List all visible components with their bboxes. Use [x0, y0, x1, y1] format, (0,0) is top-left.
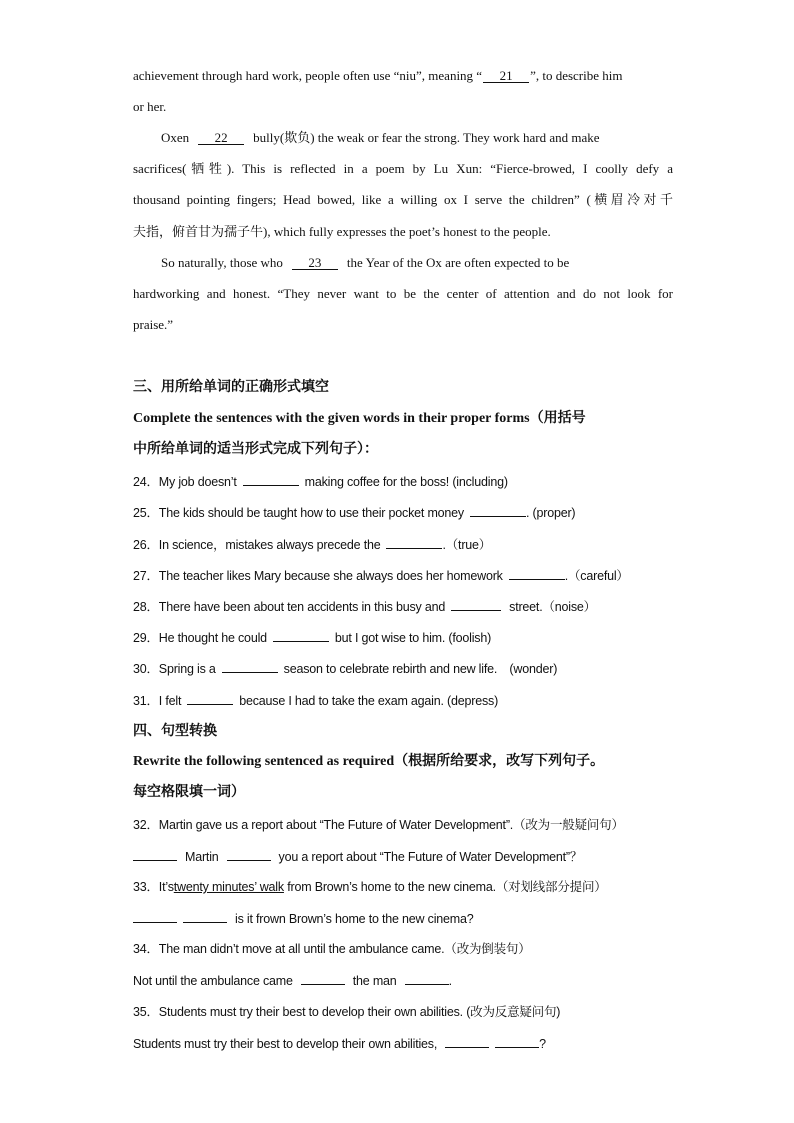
question-24: 24．My job doesn’t making coffee for the boss! (including)	[133, 472, 673, 491]
answer-blank-33a[interactable]	[133, 909, 177, 923]
answer-blank-27[interactable]	[509, 566, 565, 580]
question-35: 35．Students must try their best to develop their own abilities. (改为反意疑问句)	[133, 1005, 561, 1019]
question-35-answer: Students must try their best to develop their own abilities, ?	[133, 1034, 673, 1053]
answer-blank-31[interactable]	[187, 691, 233, 705]
answer-blank-34b[interactable]	[405, 971, 449, 985]
section-4-instruction-2: 每空格限填一词）	[133, 785, 245, 800]
section-4-instruction-1: Rewrite the following sentenced as required（根据所给要求，改写下列句子。	[133, 754, 605, 769]
section-3-title: 三、用所给单词的正确形式填空	[133, 379, 329, 395]
passage-line-9: praise.”	[133, 317, 174, 332]
answer-blank-26[interactable]	[386, 535, 442, 549]
section-3-instruction-2: 中所给单词的适当形式完成下列句子）：	[133, 442, 378, 457]
question-25: 25．The kids should be taught how to use their pocket money . (proper)	[133, 503, 673, 522]
question-30: 30．Spring is a season to celebrate rebirth and new life. (wonder)	[133, 659, 673, 678]
question-31: 31．I felt because I had to take the exam again. (depress)	[133, 691, 673, 710]
question-33: 33．It’stwenty minutes’ walk from Brown’s home to the new cinema.（对划线部分提问）	[133, 880, 607, 894]
passage-line-1: achievement through hard work, people often use “niu”, meaning “ 21 ”, to describe him	[133, 68, 623, 83]
question-26: 26．In science，mistakes always precede the .（true）	[133, 535, 673, 554]
answer-blank-24[interactable]	[243, 472, 299, 486]
passage-line-4: sacrifices(牺牲). This is reflected in a poem by Lu Xun: “Fierce-browed, I coolly defy a	[133, 161, 673, 176]
question-34-answer: Not until the ambulance came the man .	[133, 971, 673, 990]
question-33-answer: is it frown Brown’s home to the new cinema?	[133, 909, 673, 928]
passage-line-8: hardworking and honest. “They never want to be the center of attention and do not look for	[133, 286, 673, 301]
answer-blank-28[interactable]	[451, 597, 501, 611]
question-32-answer: Martin you a report about “The Future of Water Development”？	[133, 847, 673, 866]
section-3-instruction-1: Complete the sentences with the given words in their proper forms（用括号	[133, 411, 586, 426]
answer-blank-32b[interactable]	[227, 847, 271, 861]
section-4-title: 四、句型转换	[133, 723, 217, 739]
passage-line-6: 夫指，俯首甘为孺子牛), which fully expresses the poet’s honest to the people.	[133, 224, 551, 239]
passage-line-3: Oxen 22 bully(欺负) the weak or fear the strong. They work hard and make	[161, 130, 600, 145]
answer-blank-35b[interactable]	[495, 1034, 539, 1048]
answer-blank-35a[interactable]	[445, 1034, 489, 1048]
answer-blank-29[interactable]	[273, 628, 329, 642]
blank-22[interactable]: 22	[198, 131, 244, 145]
passage-line-7: So naturally, those who 23 the Year of the Ox are often expected to be	[161, 255, 570, 270]
answer-blank-25[interactable]	[470, 503, 526, 517]
answer-blank-32a[interactable]	[133, 847, 177, 861]
passage-line-5: thousand pointing fingers; Head bowed, like a willing ox I serve the children” (横眉冷对千	[133, 192, 673, 207]
question-34: 34．The man didn’t move at all until the ambulance came.（改为倒装句）	[133, 942, 531, 956]
answer-blank-33b[interactable]	[183, 909, 227, 923]
question-27: 27．The teacher likes Mary because she always does her homework .（careful）	[133, 566, 673, 585]
question-28: 28．There have been about ten accidents in this busy and street.（noise）	[133, 597, 673, 616]
blank-23[interactable]: 23	[292, 256, 338, 270]
passage-line-2: or her.	[133, 99, 167, 114]
question-32: 32．Martin gave us a report about “The Future of Water Development”.（改为一般疑问句）	[133, 818, 624, 832]
underlined-phrase: twenty minutes’ walk	[173, 880, 284, 894]
answer-blank-34a[interactable]	[301, 971, 345, 985]
question-29: 29．He thought he could but I got wise to him. (foolish)	[133, 628, 673, 647]
blank-21[interactable]: 21	[483, 69, 529, 83]
answer-blank-30[interactable]	[222, 659, 278, 673]
